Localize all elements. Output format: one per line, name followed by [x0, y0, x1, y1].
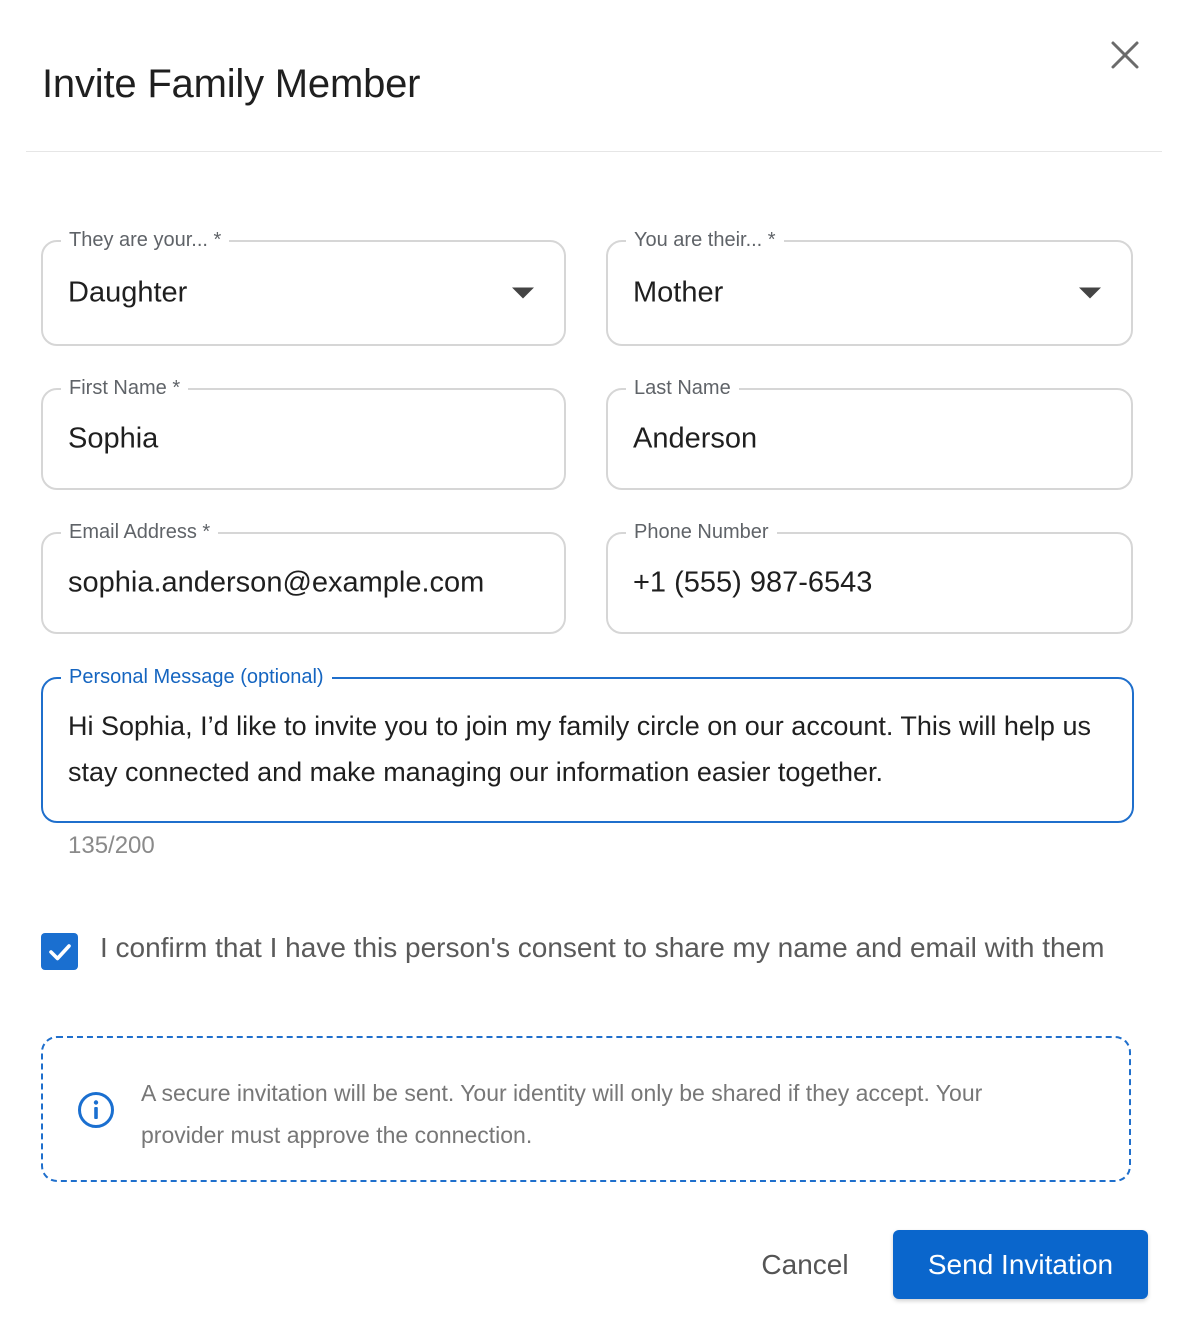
phone-field[interactable]: [606, 521, 1133, 634]
relationship-them-value: Daughter: [68, 276, 188, 309]
consent-label[interactable]: I confirm that I have this person's consent to share my name and email with them: [100, 932, 1105, 963]
cancel-button[interactable]: Cancel: [761, 1249, 849, 1280]
phone-value: +1 (555) 987-6543: [633, 566, 873, 599]
first-name-label: First Name *: [61, 373, 188, 403]
header-divider: [26, 151, 1162, 152]
close-button[interactable]: [1104, 34, 1146, 76]
personal-message-label: Personal Message (optional): [61, 662, 332, 692]
first-name-field[interactable]: [41, 377, 566, 490]
consent-checkbox[interactable]: [41, 933, 78, 970]
info-icon: [77, 1091, 115, 1129]
email-field[interactable]: [41, 521, 566, 634]
last-name-label: Last Name: [626, 373, 739, 403]
chevron-down-icon: [512, 288, 534, 299]
info-notice: [41, 1036, 1131, 1182]
dialog-title: Invite Family Member: [42, 62, 421, 106]
relationship-them-select[interactable]: [41, 229, 566, 346]
send-invitation-button[interactable]: Send Invitation: [893, 1230, 1148, 1299]
relationship-you-label: You are their... *: [626, 225, 784, 255]
info-text: A secure invitation will be sent. Your identity will only be shared if they accept. Your provider must approve the connection.: [141, 1080, 983, 1148]
checkmark-icon: [46, 938, 74, 966]
email-value: sophia.anderson@example.com: [68, 566, 485, 599]
chevron-down-icon: [1079, 288, 1101, 299]
phone-label: Phone Number: [626, 517, 777, 547]
character-counter: 135/200: [68, 832, 155, 859]
last-name-value: Anderson: [633, 422, 758, 455]
last-name-field[interactable]: [606, 377, 1133, 490]
first-name-value: Sophia: [68, 422, 159, 455]
personal-message-value: Hi Sophia, I’d like to invite you to join my family circle on our account. This will help us stay connected and make managing our information easier together.: [68, 711, 1091, 787]
close-icon: [1110, 40, 1140, 70]
relationship-you-select[interactable]: [606, 229, 1133, 346]
email-label: Email Address *: [61, 517, 218, 547]
relationship-them-label: They are your... *: [61, 225, 229, 255]
relationship-you-value: Mother: [633, 276, 724, 309]
personal-message-textarea[interactable]: [41, 666, 1134, 823]
